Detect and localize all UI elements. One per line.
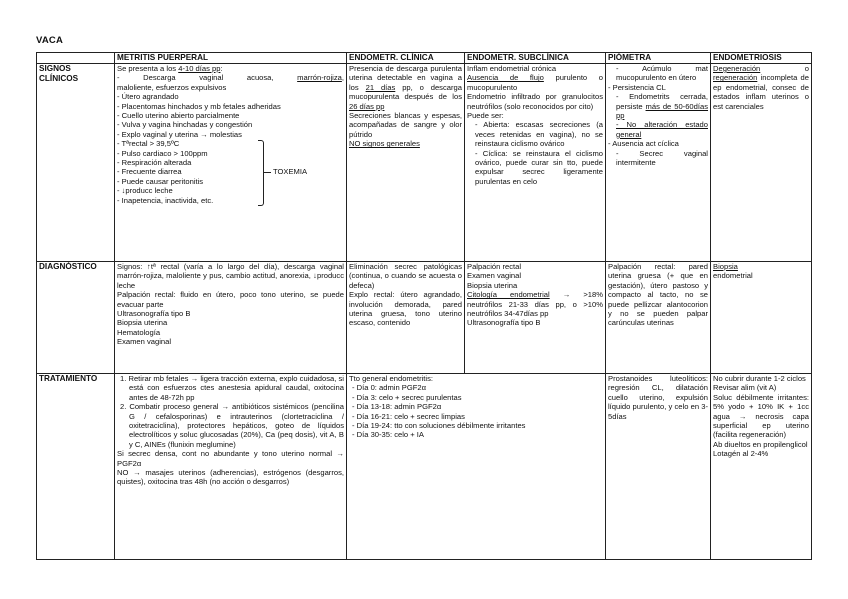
cell-text: SIGNOS — [39, 64, 71, 73]
cell-text: - Acúmulo mat mucopurulento en útero — [616, 64, 708, 83]
cell-text: - Descarga vaginal acuosa, — [117, 73, 298, 83]
cell-text: CLÍNICOS — [39, 74, 79, 83]
cell-text: - Pulso cardiaco > 100ppm — [117, 148, 208, 158]
cell-text: Se presenta a los — [117, 64, 179, 73]
cell-text: Endometrio infiltrado por granulocitos neutrófilos (solo reconocidos por cito) — [467, 92, 603, 111]
row-signos-clinicos — [37, 64, 812, 262]
cell-text: - Placentomas hinchados y mb fetales adheridas — [117, 101, 281, 111]
cell-text: Citología endometrial — [467, 290, 550, 300]
cell-text: marrón-rojiza — [297, 73, 342, 83]
cell-text: - Día 19-24: tto con soluciones débilmente irritantes — [352, 421, 526, 431]
toxemia-brace — [258, 140, 264, 206]
cell-tratamiento-metritis — [115, 374, 347, 560]
cell-text: Ausencia de flujo — [467, 73, 544, 83]
cell-signos-clinica — [347, 64, 465, 262]
cell-text: Biopsia — [713, 262, 738, 271]
cell-text: más de 50-60días pp — [616, 101, 709, 121]
toxemia-label: TOXEMIA — [273, 167, 308, 177]
cell-text: - Ausencia act cíclica — [608, 139, 679, 149]
cell-text: - No alteración estado general — [616, 120, 708, 139]
cell-text: - Abierta: escasas secreciones (a veces retenidas en vagina), no se reinstaura ciclismo ovárico — [475, 120, 603, 149]
header-piometra: PIÓMETRA — [606, 53, 711, 64]
cell-text: : — [220, 64, 223, 73]
cell-tratamiento-endometriosis — [711, 374, 812, 560]
toxemia-brace-tick — [264, 172, 271, 173]
row-tratamiento — [37, 374, 812, 560]
cell-text: - Día 0: admin PGF2α — [352, 383, 427, 393]
cell-text: - Día 30-35: celo + IA — [352, 430, 424, 440]
cell-text: Eliminación secrec patológicas (continua, o cuando se acuesta o defeca) — [349, 262, 462, 290]
cell-text: 4-10 días pp — [178, 64, 221, 73]
cell-text: Soluc débilmente irritantes: 5% yodo + 10% IK + 1cc agua → necrosis capa superficial ep uterino (facilita regeneración) — [713, 392, 809, 440]
cell-text: - Tªrectal > 39,5ºC — [117, 139, 180, 149]
cell-text — [349, 64, 462, 111]
cell-text: 1. Retirar mb fetales → ligera tracción externa, explo cuidadosa, si está con esfuerzos ctes anestesia apidural caudal, oxitocina antes de 48-72h pp — [120, 374, 344, 402]
cell-text: purulento o mucopurulento — [467, 73, 603, 92]
cell-text: Biopsia uterina — [467, 280, 518, 290]
cell-text: maloliente, esfuerzos expulsivos — [117, 82, 227, 92]
cell-text: Lotagén al 2-4% — [713, 449, 769, 459]
toxemia-group — [117, 139, 344, 205]
cell-text: Ultrasonografía tipo B — [117, 309, 191, 319]
cell-text: Examen vaginal — [467, 271, 522, 281]
header-metritis: METRITIS PUERPERAL — [115, 53, 347, 64]
cell-diagnostico-metritis — [115, 262, 347, 374]
cell-text: - Cuello uterino abierto parcialmente — [117, 111, 240, 121]
cell-text: Biopsia uterina — [117, 318, 168, 328]
cell-text: Puede ser: — [467, 111, 504, 121]
cell-text: Palpación rectal: fluido en útero, poco tono uterino, se puede evacuar parte — [117, 290, 344, 309]
cell-text: Degeneración — [713, 64, 761, 73]
cell-text: - Vulva y vagina hinchadas y congestión — [117, 120, 253, 130]
cell-text: Palpación rectal — [467, 262, 522, 271]
cell-text: NO → masajes uterinos (adherencias), estrógenos (desgarros, quistes), oxitocina tras 48h (no acción o desgarros) — [117, 468, 344, 487]
cell-text: - ↓producc leche — [117, 186, 173, 196]
cell-text: - Útero agrandado — [117, 92, 179, 102]
cell-text: Prostanoides luteolíticos: regresión CL, dilatación cuello uterino, expulsión líquido purulento, y celo en 3-5días — [608, 374, 708, 421]
cell-text: endometrial — [713, 271, 753, 281]
header-empty — [37, 53, 115, 64]
cell-tratamiento-piometra — [606, 374, 711, 560]
cell-text: → >18% neutrófilos 21-33 días pp, o >10% neutrófilos 34-47días pp — [467, 290, 603, 319]
cell-text: , — [341, 73, 344, 83]
cell-text — [608, 92, 708, 120]
cell-text: o — [804, 64, 809, 73]
cell-text: Tto general endometritis: — [349, 374, 433, 383]
cell-text: regeneración — [713, 73, 758, 83]
cell-text: - Persistencia CL — [608, 82, 666, 92]
cell-text: Signos: ↑tª rectal (varía a lo largo del día), descarga vaginal marrón-rojiza, maloliente y pus, cambio actitud, anorexia, ↓producc leche — [117, 262, 344, 290]
cell-signos-subclinica — [465, 64, 606, 262]
cell-text: - Respiración alterada — [117, 158, 192, 168]
cell-text: Examen vaginal — [117, 337, 172, 347]
cell-diagnostico-piometra — [606, 262, 711, 374]
cell-tratamiento-endometritis — [347, 374, 606, 560]
cell-text — [713, 64, 809, 111]
row-label-signos — [37, 64, 115, 262]
cell-text: - Endometrits cerrada, persiste — [616, 92, 708, 111]
cell-text: Revisar alim (vit A) — [713, 383, 777, 393]
cell-diagnostico-clinica — [347, 262, 465, 374]
cell-signos-piometra — [606, 64, 711, 262]
cell-text: - Frecuente diarrea — [117, 167, 182, 177]
cell-text: Palpación rectal: pared uterina gruesa (+ que en gestación), útero pastoso y compacto al tacto, no se puede pellizcar alantocorion y no se pueden palpar carúnculas uterinas — [608, 262, 708, 328]
header-endometritis-subclinica: ENDOMETR. SUBCLÍNICA — [465, 53, 606, 64]
cell-text: 2. Combatir proceso general → antibióticos sistémicos (pencilina G / cefalosporinas) e intrauterinos (clortetraciclina / oxitetraciclina), protectores hepáticos, goteo de líquidos electrolíticos y soluc glucosadas (20%), Ca (peq dosis), vit A, B y C, AINEs (flunixin meglumine) — [120, 402, 344, 449]
cell-text — [467, 290, 603, 318]
cell-text: Inflam endometrial crónica — [467, 64, 557, 73]
document-title: VACA — [36, 35, 64, 46]
cell-text: - Día 13-18: admin PGF2α — [352, 402, 442, 412]
cell-text: - Secrec vaginal intermitente — [616, 148, 708, 168]
cell-text: Ab diueltos en propilenglicol — [713, 439, 808, 449]
cell-text: - Día 16-21: celo + secrec limpias — [352, 411, 465, 421]
cell-text: Hematología — [117, 327, 161, 337]
cell-text: Secreciones blancas y espesas, acompañadas de sangre y olor pútrido — [349, 111, 462, 139]
cell-text: - Explo vaginal y uterina → molestias — [117, 129, 242, 139]
cell-text: - Cíclica: se reinstaura el ciclismo ovárico, puede curar sin tto, puede expulsar secrec ligeramente purulentas en celo — [475, 148, 603, 186]
row-label-tratamiento: TRATAMIENTO — [37, 374, 115, 560]
cell-text: 26 días pp — [349, 101, 385, 111]
cell-text: NO signos generales — [349, 139, 420, 149]
cell-diagnostico-subclinica — [465, 262, 606, 374]
cell-text: Explo rectal: útero agrandado, involución demorada, pared uterina gruesa, tono uterino escaso, contenido — [349, 290, 462, 328]
cell-text: incompleta de ep endometrial, consec de estados inflam uterinos o est carenciales — [713, 73, 809, 111]
cell-text: Si secrec densa, cont no abundante y tono uterino normal → PGF2α — [117, 449, 344, 468]
cell-text: 21 días — [365, 82, 396, 92]
cell-text: Presencia de descarga purulenta uterina detectable en vagina a los — [349, 64, 462, 92]
cell-text — [117, 64, 344, 73]
cell-text: - Inapetencia, inactivida, etc. — [117, 195, 214, 205]
cell-signos-metritis — [115, 64, 347, 262]
cell-text: - Día 3: celo + secrec purulentas — [352, 392, 462, 402]
header-row — [37, 53, 812, 64]
row-diagnostico — [37, 262, 812, 374]
cell-text: - Puede causar peritonitis — [117, 176, 204, 186]
header-endometritis-clinica: ENDOMETR. CLÍNICA — [347, 53, 465, 64]
cell-diagnostico-endometriosis — [711, 262, 812, 374]
cell-text — [467, 73, 603, 92]
cell-text — [117, 73, 344, 82]
comparison-table — [36, 52, 812, 560]
cell-text: Ultrasonografía tipo B — [467, 318, 541, 328]
header-endometriosis: ENDOMETRIOSIS — [711, 53, 812, 64]
cell-signos-endometriosis — [711, 64, 812, 262]
cell-text: No cubrir durante 1-2 ciclos — [713, 374, 806, 383]
row-label-diagnostico: DIAGNÓSTICO — [37, 262, 115, 374]
cell-text: pp, o descarga mucopurulenta después de los — [349, 82, 462, 102]
